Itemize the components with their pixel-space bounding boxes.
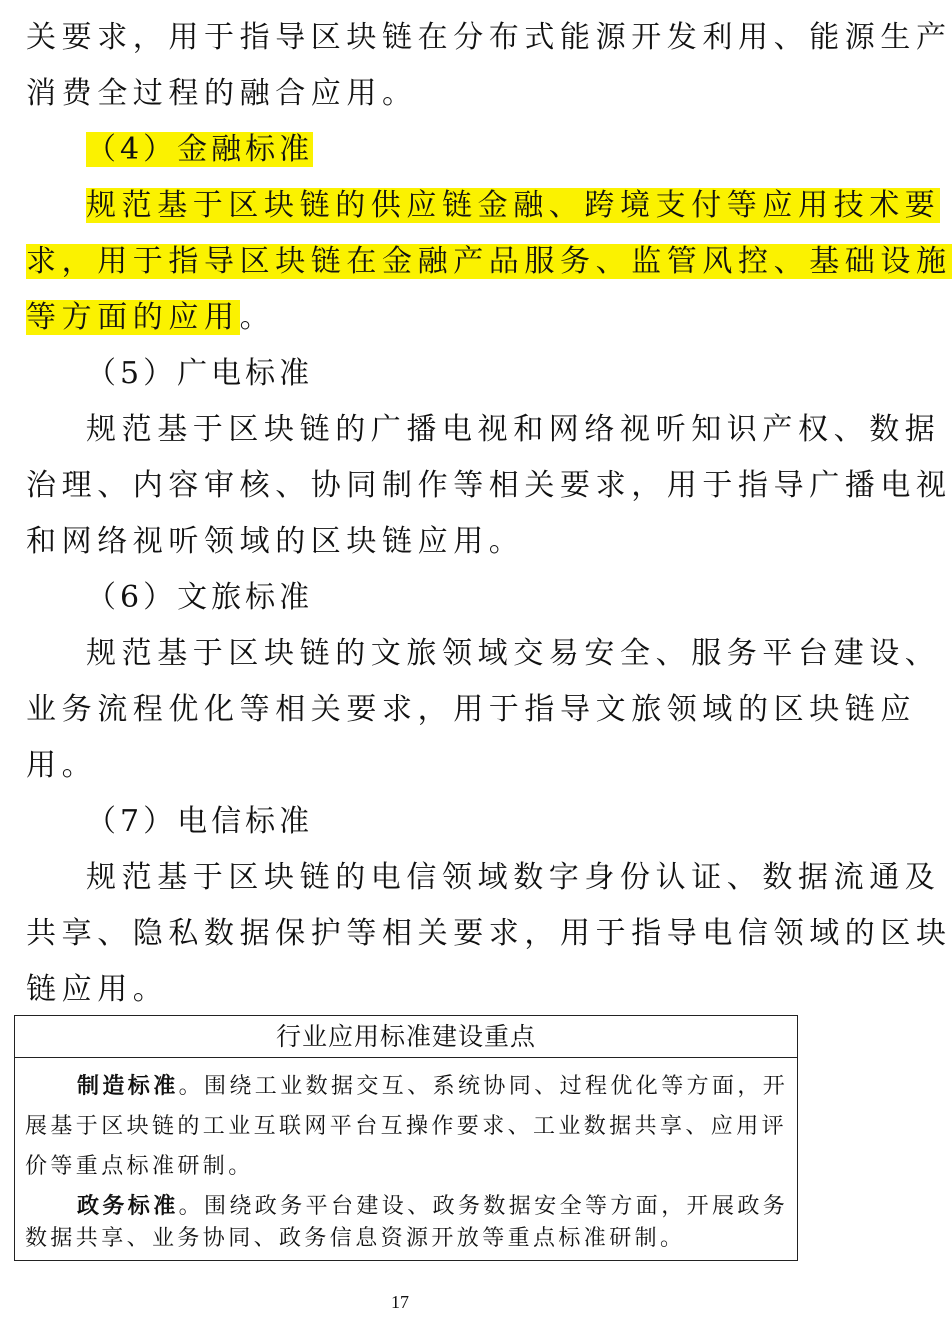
paragraph-line: 链应用。 xyxy=(26,972,169,1007)
box-title: 行业应用标准建设重点 xyxy=(15,1016,797,1058)
paragraph-line: 和网络视听领域的区块链应用。 xyxy=(26,524,525,559)
highlighted-text: 规范基于区块链的供应链金融、跨境支付等应用技术要 xyxy=(86,188,941,223)
paragraph-line xyxy=(86,186,940,226)
paragraph-line: 治理、内容审核、协同制作等相关要求，用于指导广播电视 xyxy=(26,468,952,503)
paragraph-line: 规范基于区块链的文旅领域交易安全、服务平台建设、 xyxy=(86,636,941,671)
paragraph-line xyxy=(26,298,275,338)
highlighted-text: （4）金融标准 xyxy=(86,132,314,167)
highlighted-text: 等方面的应用 xyxy=(26,300,240,335)
paragraph-tail: 。 xyxy=(239,300,276,335)
section-heading-telecom: （7）电信标准 xyxy=(86,804,314,839)
section-heading-broadcast: （5）广电标准 xyxy=(86,356,314,391)
box-text: 。围绕工业数据交互、系统协同、过程优化等方面，开 xyxy=(178,1074,789,1099)
paragraph-line: 规范基于区块链的电信领域数字身份认证、数据流通及 xyxy=(86,860,941,895)
box-text: 。围绕政务平台建设、政务数据安全等方面，开展政务 xyxy=(178,1194,789,1219)
key-points-box xyxy=(14,1015,798,1261)
box-line: 数据共享、业务协同、政务信息资源开放等重点标准研制。 xyxy=(25,1226,686,1251)
paragraph-line xyxy=(26,242,952,282)
section-heading-finance xyxy=(86,130,313,170)
box-line: 展基于区块链的工业互联网平台互操作要求、工业数据共享、应用评 xyxy=(25,1114,788,1139)
section-heading-tourism: （6）文旅标准 xyxy=(86,580,314,615)
paragraph-line: 关要求，用于指导区块链在分布式能源开发利用、能源生产 xyxy=(26,20,952,55)
box-term: 制造标准 xyxy=(77,1074,179,1099)
box-line: 价等重点标准研制。 xyxy=(25,1154,254,1179)
paragraph-line: 共享、隐私数据保护等相关要求，用于指导电信领域的区块 xyxy=(26,916,952,951)
paragraph-line: 用。 xyxy=(26,748,98,783)
highlighted-text: 求，用于指导区块链在金融产品服务、监管风控、基础设施 xyxy=(26,244,952,279)
page-number: 17 xyxy=(391,1292,409,1312)
box-term: 政务标准 xyxy=(77,1194,179,1219)
box-line xyxy=(77,1072,788,1102)
paragraph-line: 规范基于区块链的广播电视和网络视听知识产权、数据 xyxy=(86,412,941,447)
paragraph-line: 消费全过程的融合应用。 xyxy=(26,76,418,111)
box-line xyxy=(77,1192,788,1222)
paragraph-line: 业务流程优化等相关要求，用于指导文旅领域的区块链应 xyxy=(26,692,916,727)
